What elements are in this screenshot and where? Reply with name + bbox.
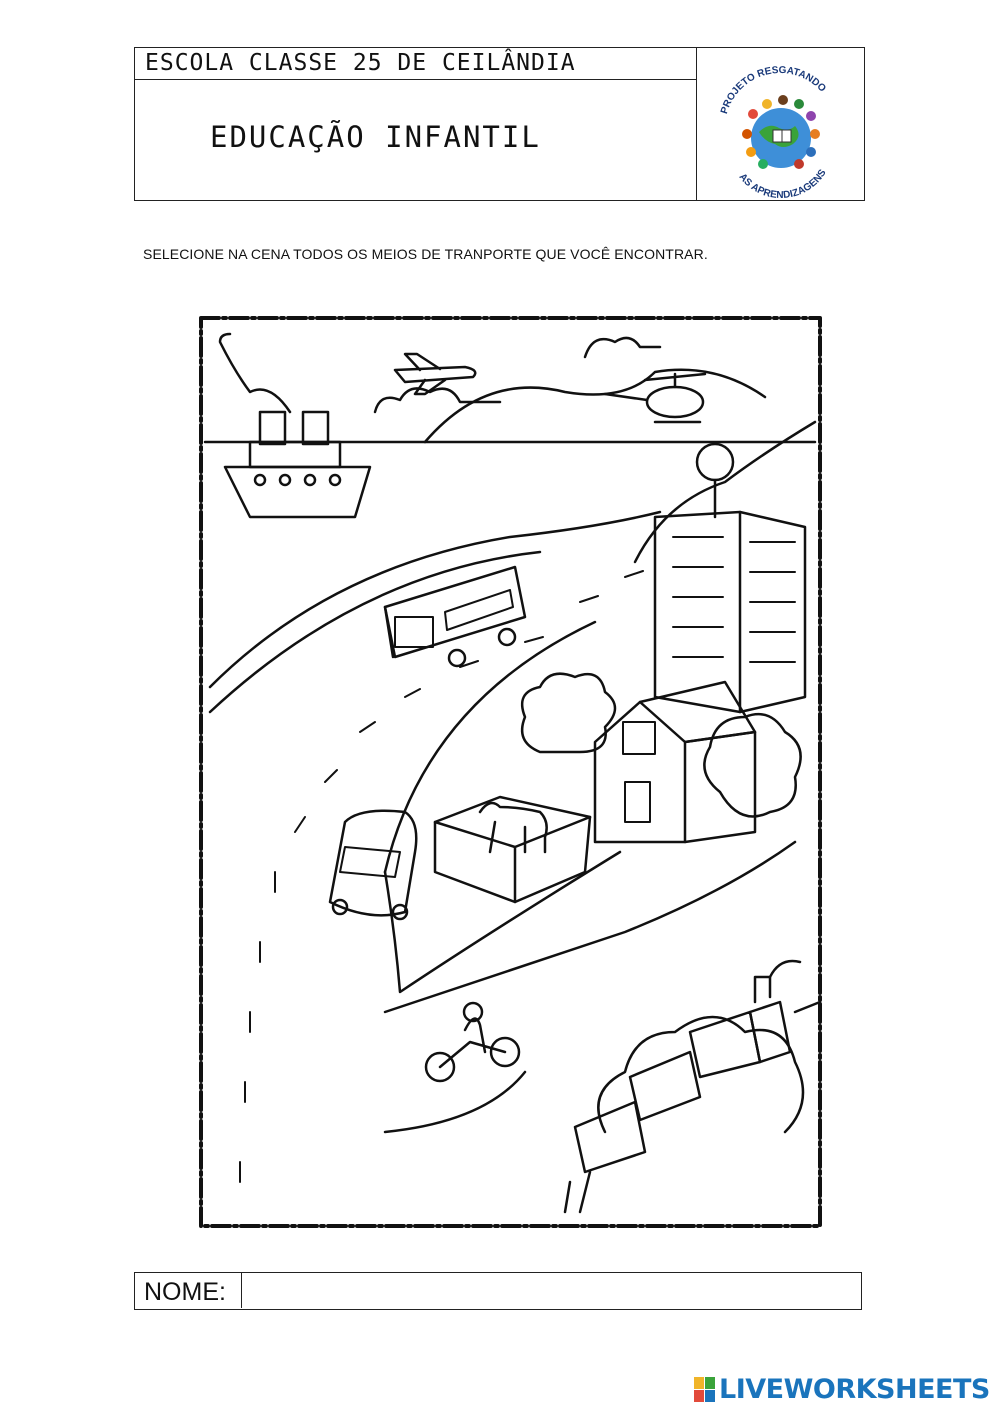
smoke-icon <box>220 334 290 412</box>
instruction-text: SELECIONE NA CENA TODOS OS MEIOS DE TRANPORTE QUE VOCÊ ENCONTRAR. <box>143 246 708 262</box>
building-icon[interactable] <box>655 444 805 712</box>
subject-title: EDUCAÇÃO INFANTIL <box>135 80 697 200</box>
name-label: NOME: <box>135 1273 242 1308</box>
liveworksheets-logo <box>694 1374 990 1405</box>
car-icon[interactable] <box>330 811 416 919</box>
project-logo <box>697 48 864 200</box>
ship-icon[interactable] <box>225 412 370 517</box>
helicopter-icon[interactable] <box>605 374 705 422</box>
motorcycle-icon[interactable] <box>426 1003 519 1081</box>
logo-top-text: PROJETO RESGATANDO <box>719 64 828 116</box>
name-input[interactable] <box>243 1273 860 1308</box>
logo-bottom-text: AS APRENDIZAGENS <box>736 167 829 200</box>
bus-icon[interactable] <box>385 567 525 666</box>
airplane-icon[interactable] <box>395 354 475 394</box>
name-field-row <box>134 1272 862 1310</box>
liveworksheets-icon <box>694 1377 716 1403</box>
header-table <box>134 47 865 201</box>
svg-text:AS APRENDIZAGENS <box>737 167 829 200</box>
school-name: ESCOLA CLASSE 25 DE CEILÂNDIA <box>135 48 697 80</box>
house-icon[interactable] <box>595 682 755 842</box>
train-icon[interactable] <box>565 961 820 1212</box>
scene-frame <box>201 318 820 1226</box>
cloud-icon <box>375 338 660 412</box>
liveworksheets-brand: LIVEWORKSHEETS <box>719 1374 990 1405</box>
transport-scene[interactable] <box>195 312 826 1232</box>
svg-text:PROJETO RESGATANDO <box>719 65 828 115</box>
horse-icon[interactable] <box>480 803 547 852</box>
